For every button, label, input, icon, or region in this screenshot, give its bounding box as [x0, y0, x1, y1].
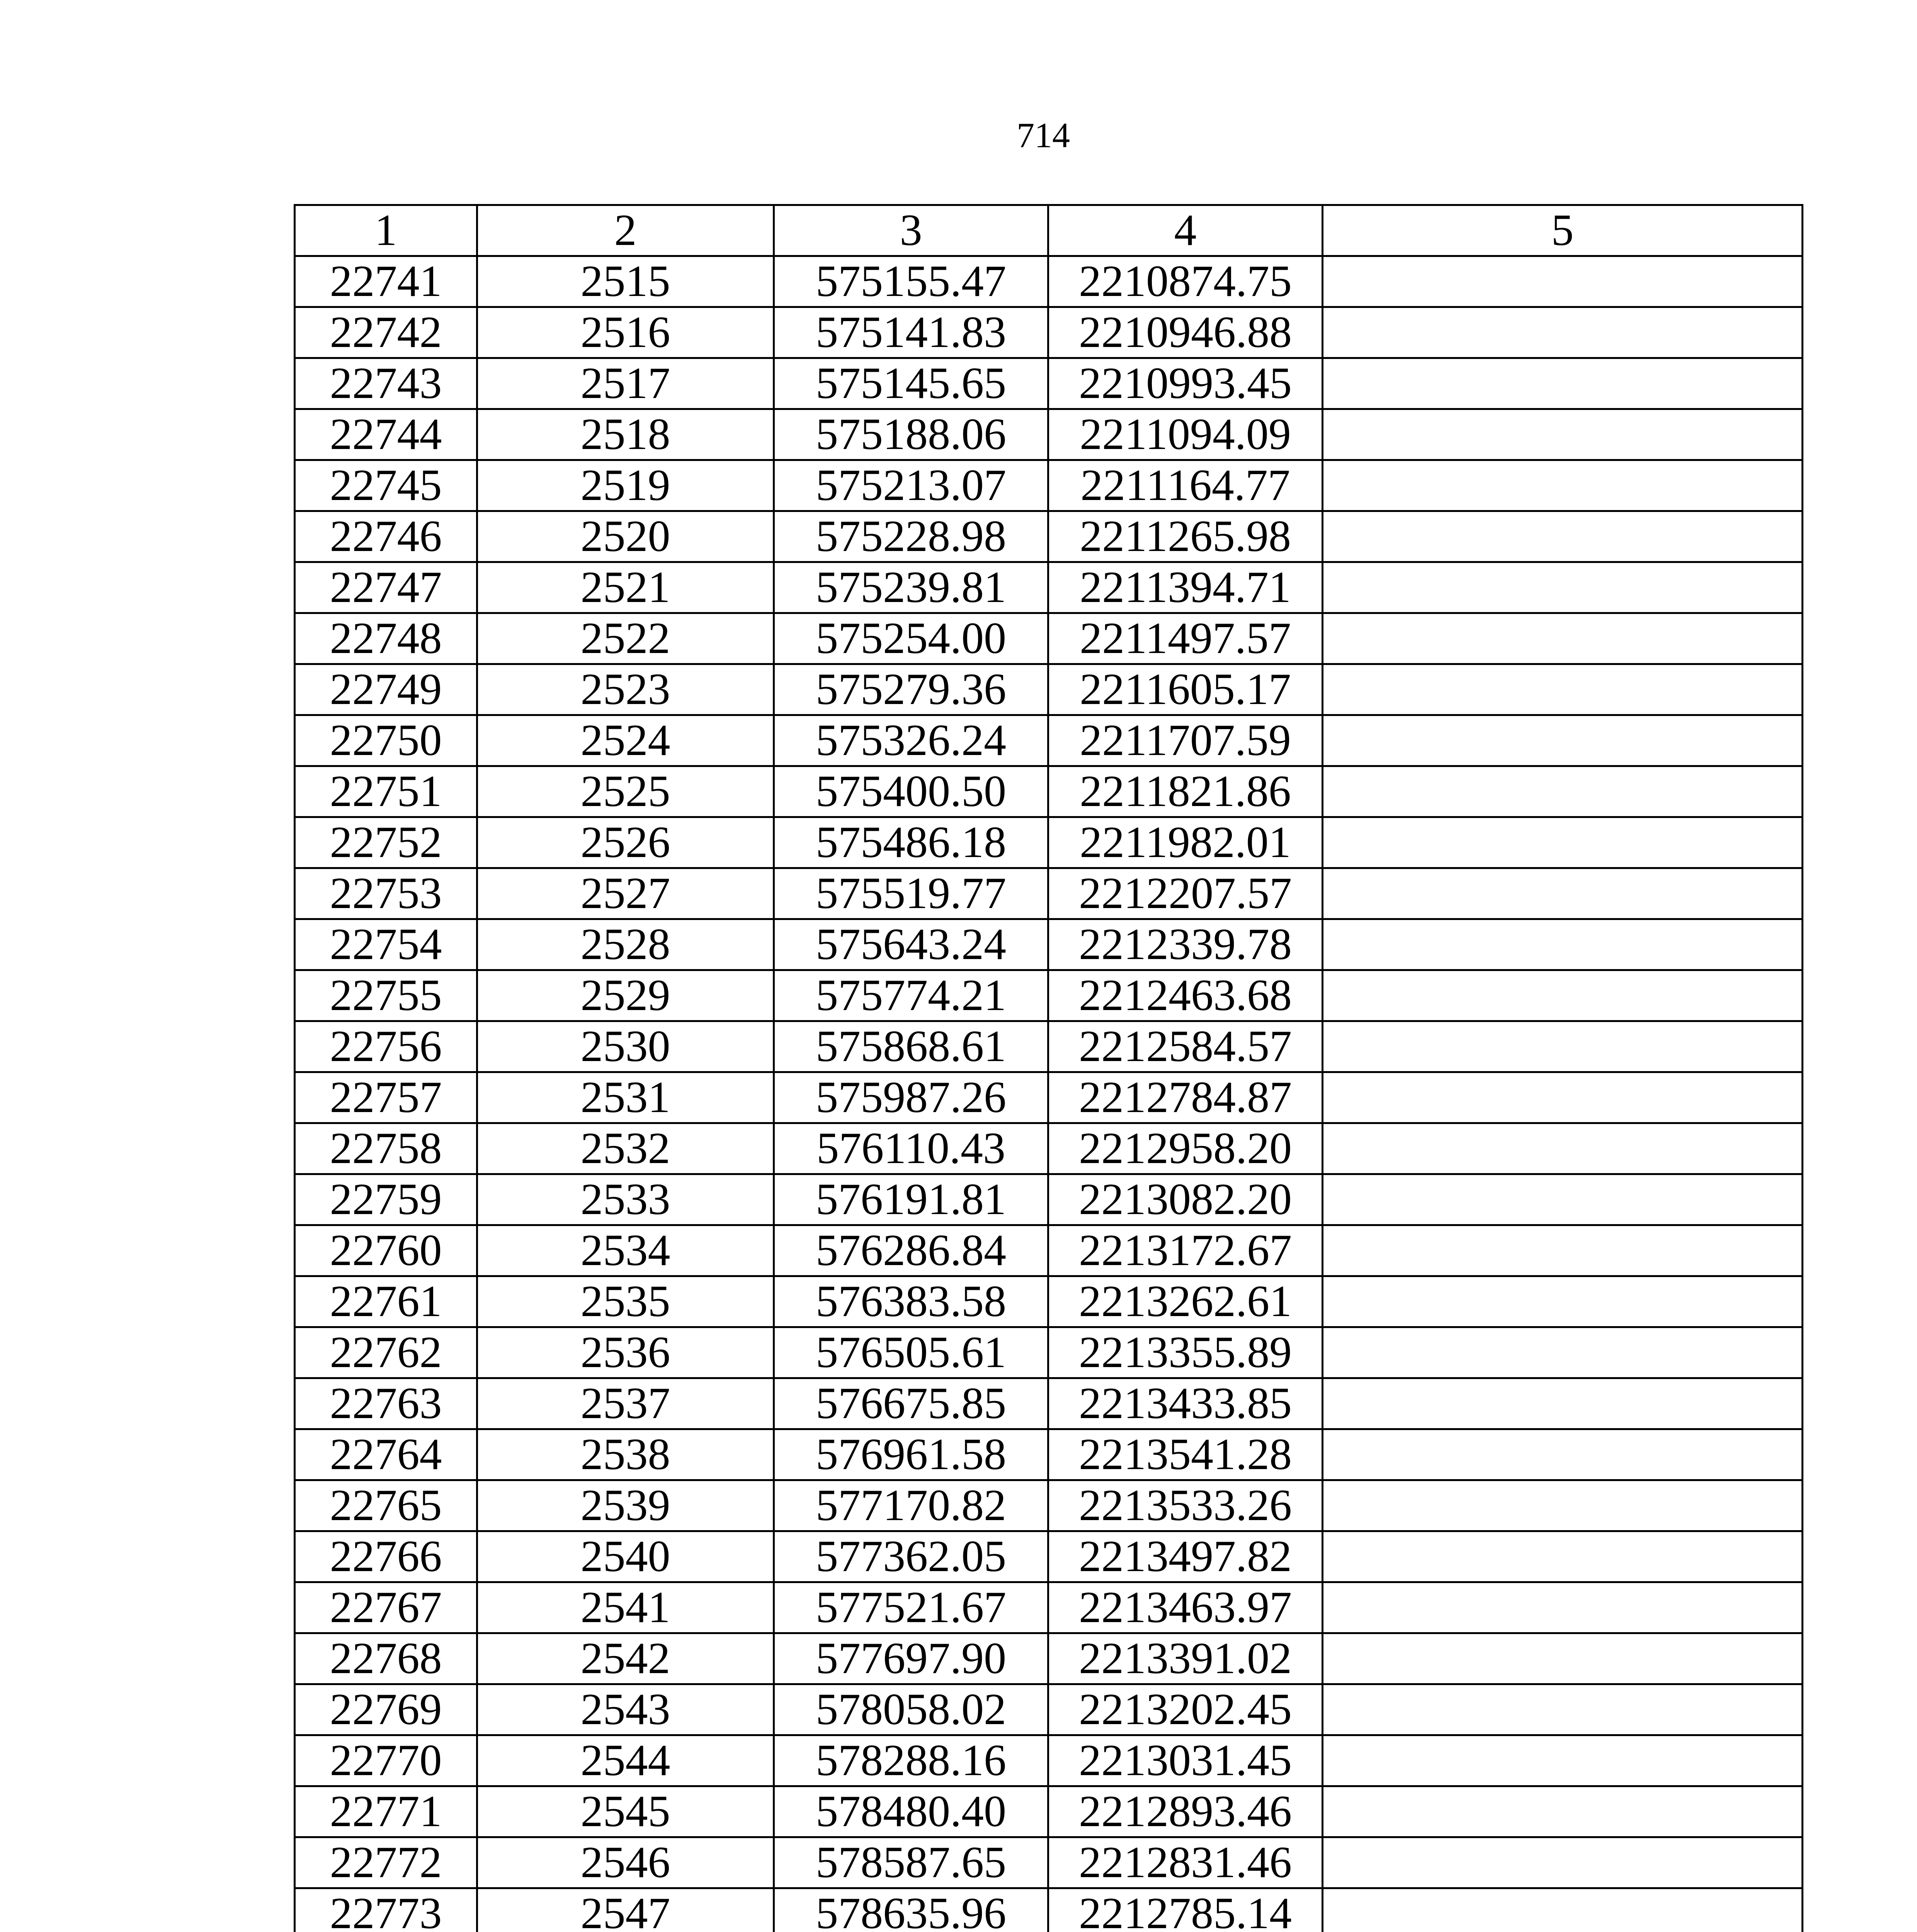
table-cell-col-5	[1323, 613, 1803, 664]
table-cell-col-4: 2212584.57	[1048, 1021, 1323, 1072]
table-cell-col-3: 576675.85	[774, 1378, 1048, 1429]
table-cell-col-5	[1323, 766, 1803, 817]
table-row	[295, 1837, 1803, 1888]
table-cell-col-2: 2531	[477, 1072, 774, 1123]
table-cell-col-3: 576110.43	[774, 1123, 1048, 1174]
table-cell-col-4: 2210993.45	[1048, 358, 1323, 409]
table-cell-col-4: 2213391.02	[1048, 1633, 1323, 1684]
table-row	[295, 1378, 1803, 1429]
table-cell-col-1: 22763	[295, 1378, 477, 1429]
table-cell-col-2: 2539	[477, 1480, 774, 1531]
table-cell-col-3: 576383.58	[774, 1276, 1048, 1327]
table-cell-col-4: 2211982.01	[1048, 817, 1323, 868]
table-cell-col-4: 2210946.88	[1048, 307, 1323, 358]
table-cell-col-4: 2213497.82	[1048, 1531, 1323, 1582]
table-cell-col-5	[1323, 1429, 1803, 1480]
table-cell-col-5	[1323, 1888, 1803, 1932]
table-row	[295, 1888, 1803, 1932]
table-row	[295, 970, 1803, 1021]
table-cell-col-3: 578288.16	[774, 1735, 1048, 1786]
table-cell-col-2: 2536	[477, 1327, 774, 1378]
table-cell-col-1: 22767	[295, 1582, 477, 1633]
table-cell-col-2: 2542	[477, 1633, 774, 1684]
table-cell-col-2: 2520	[477, 511, 774, 562]
table-row	[295, 1684, 1803, 1735]
table-cell-col-2: 2526	[477, 817, 774, 868]
table-cell-col-2: 2516	[477, 307, 774, 358]
table-cell-col-1: 22752	[295, 817, 477, 868]
table-row	[295, 919, 1803, 970]
table-cell-col-2: 2527	[477, 868, 774, 919]
table-cell-col-1: 22755	[295, 970, 477, 1021]
table-cell-col-2: 2538	[477, 1429, 774, 1480]
table-row	[295, 1480, 1803, 1531]
table-cell-col-1: 22757	[295, 1072, 477, 1123]
table-cell-col-3: 576191.81	[774, 1174, 1048, 1225]
column-header-1: 1	[295, 205, 477, 256]
table-cell-col-4: 2213533.26	[1048, 1480, 1323, 1531]
table-cell-col-5	[1323, 868, 1803, 919]
table-cell-col-1: 22742	[295, 307, 477, 358]
table-row	[295, 1327, 1803, 1378]
table-row	[295, 1021, 1803, 1072]
table-cell-col-2: 2543	[477, 1684, 774, 1735]
table-cell-col-4: 2211164.77	[1048, 460, 1323, 511]
table-cell-col-2: 2546	[477, 1837, 774, 1888]
table-cell-col-2: 2519	[477, 460, 774, 511]
table-cell-col-3: 578480.40	[774, 1786, 1048, 1837]
table-row	[295, 1531, 1803, 1582]
table-cell-col-4: 2212785.14	[1048, 1888, 1323, 1932]
table-cell-col-3: 575774.21	[774, 970, 1048, 1021]
table-cell-col-4: 2212207.57	[1048, 868, 1323, 919]
table-cell-col-4: 2212463.68	[1048, 970, 1323, 1021]
table-row	[295, 1735, 1803, 1786]
table-row	[295, 817, 1803, 868]
table-cell-col-3: 575987.26	[774, 1072, 1048, 1123]
table-cell-col-4: 2211265.98	[1048, 511, 1323, 562]
table-cell-col-1: 22762	[295, 1327, 477, 1378]
table-cell-col-2: 2515	[477, 256, 774, 307]
table-cell-col-1: 22741	[295, 256, 477, 307]
table-cell-col-3: 577521.67	[774, 1582, 1048, 1633]
table-cell-col-2: 2537	[477, 1378, 774, 1429]
table-cell-col-1: 22773	[295, 1888, 477, 1932]
table-cell-col-3: 578635.96	[774, 1888, 1048, 1932]
table-cell-col-2: 2517	[477, 358, 774, 409]
table-cell-col-3: 575868.61	[774, 1021, 1048, 1072]
table-cell-col-5	[1323, 1735, 1803, 1786]
table-cell-col-1: 22748	[295, 613, 477, 664]
table-cell-col-3: 575643.24	[774, 919, 1048, 970]
table-cell-col-4: 2212958.20	[1048, 1123, 1323, 1174]
table-cell-col-3: 576286.84	[774, 1225, 1048, 1276]
table-body	[295, 256, 1803, 1932]
table-cell-col-5	[1323, 1582, 1803, 1633]
table-cell-col-3: 575519.77	[774, 868, 1048, 919]
table-cell-col-3: 575141.83	[774, 307, 1048, 358]
table-row	[295, 1276, 1803, 1327]
table-cell-col-1: 22758	[295, 1123, 477, 1174]
table-cell-col-2: 2530	[477, 1021, 774, 1072]
table-cell-col-1: 22764	[295, 1429, 477, 1480]
table-cell-col-5	[1323, 1225, 1803, 1276]
table-row	[295, 1633, 1803, 1684]
table-cell-col-1: 22770	[295, 1735, 477, 1786]
table-row	[295, 562, 1803, 613]
table-cell-col-5	[1323, 358, 1803, 409]
table-cell-col-5	[1323, 715, 1803, 766]
table-row	[295, 613, 1803, 664]
table-cell-col-5	[1323, 1480, 1803, 1531]
table-cell-col-1: 22765	[295, 1480, 477, 1531]
table-cell-col-2: 2535	[477, 1276, 774, 1327]
table-row	[295, 358, 1803, 409]
table-cell-col-5	[1323, 1531, 1803, 1582]
column-header-5: 5	[1323, 205, 1803, 256]
table-cell-col-5	[1323, 1123, 1803, 1174]
table-cell-col-4: 2211707.59	[1048, 715, 1323, 766]
table-cell-col-3: 575228.98	[774, 511, 1048, 562]
table-cell-col-2: 2521	[477, 562, 774, 613]
table-row	[295, 1072, 1803, 1123]
table-cell-col-4: 2212893.46	[1048, 1786, 1323, 1837]
table-cell-col-5	[1323, 1021, 1803, 1072]
header-row	[295, 205, 1803, 256]
table-cell-col-3: 575279.36	[774, 664, 1048, 715]
table-cell-col-4: 2211394.71	[1048, 562, 1323, 613]
table-cell-col-1: 22751	[295, 766, 477, 817]
table-cell-col-2: 2522	[477, 613, 774, 664]
table-row	[295, 766, 1803, 817]
table-cell-col-1: 22761	[295, 1276, 477, 1327]
table-cell-col-3: 578058.02	[774, 1684, 1048, 1735]
table-row	[295, 1582, 1803, 1633]
table-cell-col-3: 575188.06	[774, 409, 1048, 460]
table-cell-col-5	[1323, 409, 1803, 460]
table-cell-col-2: 2529	[477, 970, 774, 1021]
table-cell-col-4: 2212339.78	[1048, 919, 1323, 970]
table-cell-col-4: 2213433.85	[1048, 1378, 1323, 1429]
table-cell-col-2: 2534	[477, 1225, 774, 1276]
table-cell-col-4: 2211605.17	[1048, 664, 1323, 715]
table-cell-col-1: 22750	[295, 715, 477, 766]
table-row	[295, 1786, 1803, 1837]
table-cell-col-5	[1323, 817, 1803, 868]
table-row	[295, 511, 1803, 562]
table-cell-col-3: 576961.58	[774, 1429, 1048, 1480]
table-cell-col-3: 577697.90	[774, 1633, 1048, 1684]
table-cell-col-3: 575145.65	[774, 358, 1048, 409]
table-cell-col-3: 575254.00	[774, 613, 1048, 664]
table-row	[295, 1225, 1803, 1276]
table-cell-col-4: 2213463.97	[1048, 1582, 1323, 1633]
table-cell-col-5	[1323, 307, 1803, 358]
table-cell-col-1: 22760	[295, 1225, 477, 1276]
table-cell-col-1: 22766	[295, 1531, 477, 1582]
table-cell-col-1: 22745	[295, 460, 477, 511]
table-cell-col-2: 2532	[477, 1123, 774, 1174]
table-cell-col-5	[1323, 256, 1803, 307]
table-cell-col-4: 2213082.20	[1048, 1174, 1323, 1225]
table-cell-col-3: 578587.65	[774, 1837, 1048, 1888]
table-cell-col-5	[1323, 919, 1803, 970]
column-header-3: 3	[774, 205, 1048, 256]
column-header-4: 4	[1048, 205, 1323, 256]
table-cell-col-4: 2211497.57	[1048, 613, 1323, 664]
table-row	[295, 868, 1803, 919]
table-row	[295, 1174, 1803, 1225]
table-row	[295, 664, 1803, 715]
table-cell-col-1: 22759	[295, 1174, 477, 1225]
table-cell-col-2: 2545	[477, 1786, 774, 1837]
table-cell-col-2: 2541	[477, 1582, 774, 1633]
table-cell-col-5	[1323, 1174, 1803, 1225]
table-cell-col-5	[1323, 511, 1803, 562]
table-cell-col-5	[1323, 1633, 1803, 1684]
table-cell-col-1: 22747	[295, 562, 477, 613]
table-row	[295, 256, 1803, 307]
table-header	[295, 205, 1803, 256]
table-cell-col-5	[1323, 460, 1803, 511]
page-number: 714	[1017, 116, 1070, 155]
table-cell-col-5	[1323, 1837, 1803, 1888]
table-cell-col-3: 575213.07	[774, 460, 1048, 511]
table-row	[295, 715, 1803, 766]
table-cell-col-1: 22744	[295, 409, 477, 460]
table-cell-col-5	[1323, 1786, 1803, 1837]
table-row	[295, 460, 1803, 511]
table-cell-col-2: 2533	[477, 1174, 774, 1225]
table-cell-col-5	[1323, 970, 1803, 1021]
column-header-2: 2	[477, 205, 774, 256]
table-row	[295, 409, 1803, 460]
table-cell-col-3: 575155.47	[774, 256, 1048, 307]
table-cell-col-3: 577362.05	[774, 1531, 1048, 1582]
table-cell-col-4: 2213262.61	[1048, 1276, 1323, 1327]
table-cell-col-2: 2528	[477, 919, 774, 970]
table-row	[295, 307, 1803, 358]
table-cell-col-4: 2213355.89	[1048, 1327, 1323, 1378]
table-cell-col-5	[1323, 1276, 1803, 1327]
table-cell-col-5	[1323, 1072, 1803, 1123]
table-cell-col-1: 22771	[295, 1786, 477, 1837]
table-cell-col-1: 22753	[295, 868, 477, 919]
coordinates-table	[294, 204, 1803, 1932]
table-cell-col-3: 575486.18	[774, 817, 1048, 868]
table-cell-col-3: 575239.81	[774, 562, 1048, 613]
table-cell-col-4: 2210874.75	[1048, 256, 1323, 307]
table-row	[295, 1429, 1803, 1480]
table-cell-col-2: 2525	[477, 766, 774, 817]
table-cell-col-1: 22769	[295, 1684, 477, 1735]
table-cell-col-5	[1323, 1378, 1803, 1429]
table-cell-col-3: 575400.50	[774, 766, 1048, 817]
table-cell-col-1: 22768	[295, 1633, 477, 1684]
table-cell-col-1: 22756	[295, 1021, 477, 1072]
table-cell-col-4: 2211821.86	[1048, 766, 1323, 817]
table-cell-col-5	[1323, 1684, 1803, 1735]
table-cell-col-3: 575326.24	[774, 715, 1048, 766]
table-cell-col-3: 577170.82	[774, 1480, 1048, 1531]
table-cell-col-4: 2213031.45	[1048, 1735, 1323, 1786]
table-cell-col-1: 22746	[295, 511, 477, 562]
table-cell-col-5	[1323, 1327, 1803, 1378]
table-cell-col-1: 22749	[295, 664, 477, 715]
table-cell-col-2: 2524	[477, 715, 774, 766]
table-cell-col-2: 2547	[477, 1888, 774, 1932]
table-cell-col-2: 2544	[477, 1735, 774, 1786]
table-cell-col-1: 22743	[295, 358, 477, 409]
table-cell-col-5	[1323, 562, 1803, 613]
table-cell-col-1: 22772	[295, 1837, 477, 1888]
table-cell-col-4: 2212831.46	[1048, 1837, 1323, 1888]
table-cell-col-2: 2523	[477, 664, 774, 715]
table-row	[295, 1123, 1803, 1174]
table-cell-col-4: 2211094.09	[1048, 409, 1323, 460]
table-cell-col-4: 2213541.28	[1048, 1429, 1323, 1480]
table-cell-col-1: 22754	[295, 919, 477, 970]
table-cell-col-5	[1323, 664, 1803, 715]
table-cell-col-4: 2213172.67	[1048, 1225, 1323, 1276]
table-cell-col-3: 576505.61	[774, 1327, 1048, 1378]
table-cell-col-4: 2213202.45	[1048, 1684, 1323, 1735]
table-cell-col-4: 2212784.87	[1048, 1072, 1323, 1123]
table-cell-col-2: 2518	[477, 409, 774, 460]
table-cell-col-2: 2540	[477, 1531, 774, 1582]
